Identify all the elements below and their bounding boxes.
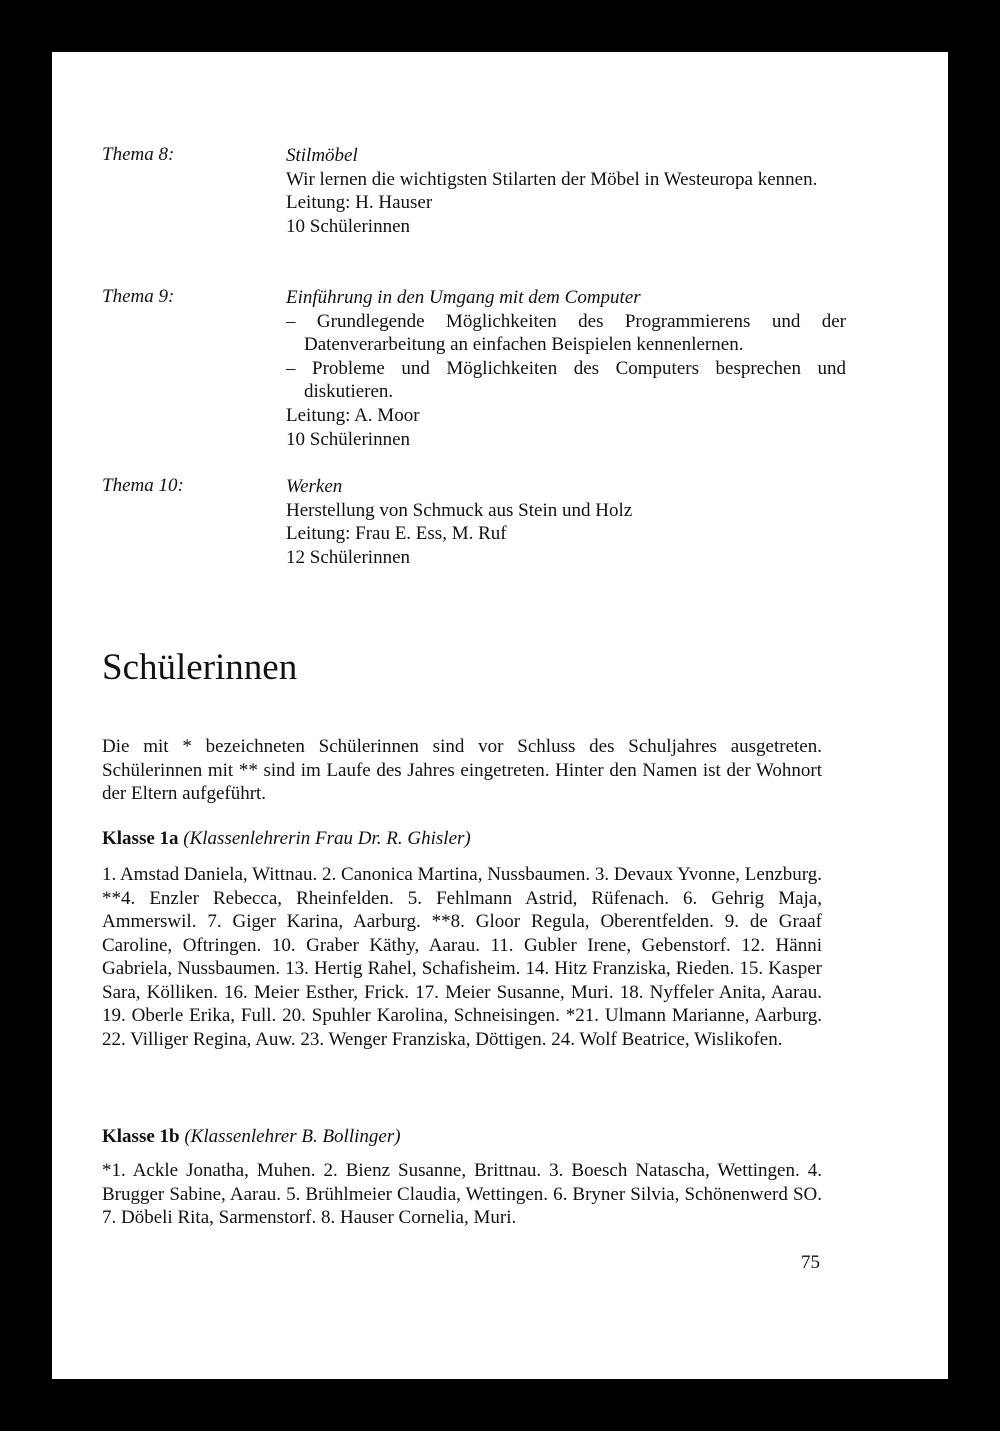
topic-description: Wir lernen die wichtigsten Stilarten der Möbel in Westeuropa kennen.: [286, 168, 818, 190]
class-teacher: (Klassenlehrerin Frau Dr. R. Ghisler): [183, 828, 471, 849]
class-name: Klasse 1b: [102, 1126, 180, 1147]
page-number: 75: [801, 1252, 820, 1273]
class-heading-1a: [102, 828, 471, 850]
topic-label: Thema 8:: [102, 144, 175, 165]
class-student-list-1a: 1. Amstad Daniela, Wittnau. 2. Canonica Martina, Nussbaumen. 3. Devaux Yvonne, Lenzburg. **4. Enzler Rebecca, Rheinfelden. 5. Fehlmann Astrid, Rüfenach. 6. Gehrig Maja, Ammerswil. 7. Giger Karina, Aarburg. **8. Gloor Regula, Oberentfelden. 9. de Graaf Caroline, Oftringen. 10. Graber Käthy, Aarau. 11. Gubler Irene, Gebenstorf. 12. Hänni Gabriela, Nussbaumen. 13. Hertig Rahel, Schafisheim. 14. Hitz Franziska, Rieden. 15. Kasper Sara, Kölliken. 16. Meier Esther, Frick. 17. Meier Susanne, Muri. 18. Nyffeler Anita, Aarau. 19. Oberle Erika, Full. 20. Spuhler Karolina, Schneisingen. *21. Ulmann Marianne, Aarburg. 22. Villiger Regina, Auw. 23. Wenger Franziska, Döttigen. 24. Wolf Beatrice, Wislikofen.: [102, 864, 822, 1050]
topic-students: 12 Schülerinnen: [286, 546, 411, 568]
section-heading: Schülerinnen: [102, 647, 298, 688]
topic-body: [286, 475, 846, 569]
topic-title: Stilmöbel: [286, 145, 358, 166]
topic-title: Einführung in den Umgang mit dem Computer: [286, 287, 641, 308]
topic-body: [286, 144, 846, 238]
document-page: [52, 52, 948, 1379]
topic-students: 10 Schülerinnen: [286, 215, 411, 237]
class-heading-1b: [102, 1126, 401, 1148]
class-teacher: (Klassenlehrer B. Bollinger): [184, 1126, 401, 1147]
topic-body: [286, 286, 846, 451]
topic-title: Werken: [286, 476, 343, 497]
topic-description: Herstellung von Schmuck aus Stein und Holz: [286, 499, 633, 521]
topic-bullet: – Grundlegende Möglichkeiten des Programmierens und der Datenverarbeitung an einfachen Beispielen kennenlernen.: [286, 310, 846, 356]
topic-label: Thema 10:: [102, 475, 184, 496]
topic-students: 10 Schülerinnen: [286, 428, 411, 450]
topic-label: Thema 9:: [102, 286, 175, 307]
class-student-list-1b: *1. Ackle Jonatha, Muhen. 2. Bienz Susanne, Brittnau. 3. Boesch Natascha, Wettingen. 4. Brugger Sabine, Aarau. 5. Brühlmeier Claudia, Wettingen. 6. Bryner Silvia, Schönenwerd SO. 7. Döbeli Rita, Sarmenstorf. 8. Hauser Cornelia, Muri.: [102, 1160, 822, 1228]
class-name: Klasse 1a: [102, 828, 179, 849]
section-intro: Die mit * bezeichneten Schülerinnen sind vor Schluss des Schuljahres ausgetreten. Schülerinnen mit ** sind im Laufe des Jahres eingetreten. Hinter den Namen ist der Wohnort der Eltern aufgeführt.: [102, 736, 822, 804]
topic-leitung: Leitung: Frau E. Ess, M. Ruf: [286, 523, 507, 545]
topic-bullet: – Probleme und Möglichkeiten des Computers besprechen und diskutieren.: [286, 357, 846, 403]
topic-leitung: Leitung: H. Hauser: [286, 192, 433, 214]
topic-leitung: Leitung: A. Moor: [286, 404, 420, 426]
